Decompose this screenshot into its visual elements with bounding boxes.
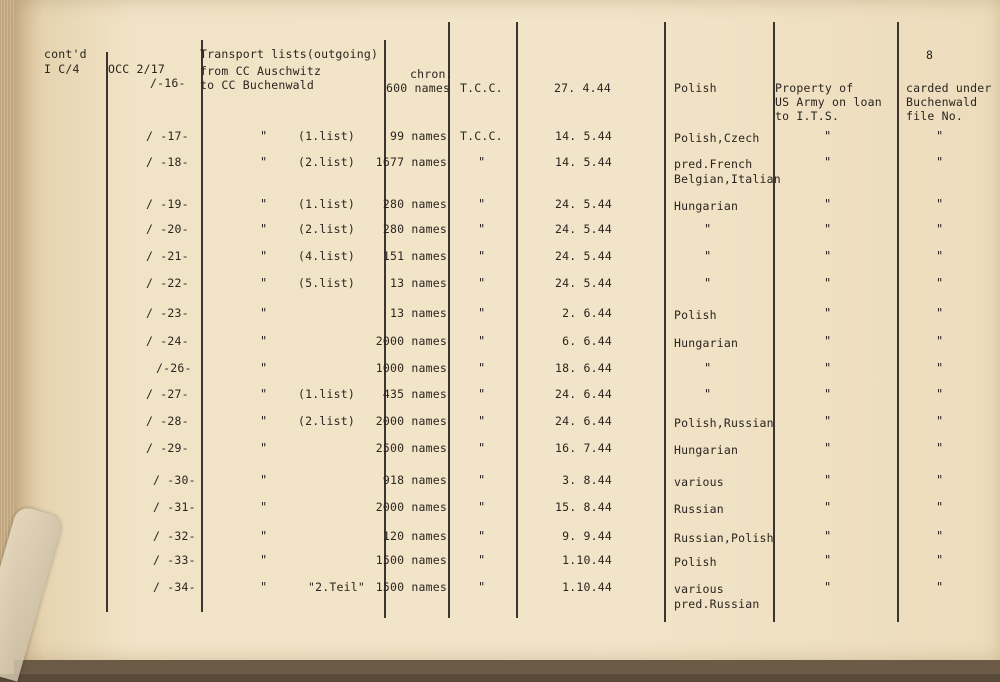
row-sub-number: / -17-	[146, 129, 189, 143]
page-number: 8	[926, 48, 934, 62]
ditto-mark: "	[260, 500, 268, 514]
row-tcc: "	[478, 276, 486, 290]
row-count: 2500 names	[375, 441, 447, 455]
row-nationality: Polish,Russian	[674, 416, 774, 430]
row-nationality: Polish	[674, 81, 717, 95]
ditto-mark: "	[936, 414, 944, 428]
row-date: 27. 4.44	[554, 81, 611, 95]
row-date: 15. 8.44	[555, 500, 612, 514]
ditto-mark: "	[936, 276, 944, 290]
row-nationality: "	[704, 361, 712, 375]
row-tcc: "	[478, 155, 486, 169]
ditto-mark: "	[260, 129, 268, 143]
row-count: 1500 names	[375, 553, 447, 567]
row-date: 3. 8.44	[562, 473, 612, 487]
ditto-mark: "	[936, 473, 944, 487]
ditto-mark: "	[936, 129, 944, 143]
ditto-mark: "	[824, 414, 832, 428]
cont-label: cont'd	[44, 47, 87, 61]
carded-line-3: file No.	[906, 109, 963, 123]
row-tcc: "	[478, 197, 486, 211]
ledger-page	[14, 0, 1000, 660]
ditto-mark: "	[936, 441, 944, 455]
column-rule	[201, 40, 203, 612]
row-nationality: "	[704, 222, 712, 236]
occ-number: OCC 2/17	[108, 62, 165, 76]
ditto-mark: "	[824, 500, 832, 514]
row-count: 151 names	[382, 249, 447, 263]
ditto-mark: "	[824, 222, 832, 236]
row-sub-number: / -30-	[153, 473, 196, 487]
row-list-label: (2.list)	[298, 222, 355, 236]
ditto-mark: "	[824, 529, 832, 543]
row-tcc: "	[478, 222, 486, 236]
row-nationality: Hungarian	[674, 199, 739, 213]
row-sub-number: / -21-	[146, 249, 189, 263]
row-tcc: "	[478, 553, 486, 567]
row-nationality: "	[704, 249, 712, 263]
row-sub-number: / -28-	[146, 414, 189, 428]
row-list-label: (1.list)	[298, 129, 355, 143]
row-nationality: Hungarian	[674, 336, 739, 350]
column-rule	[516, 22, 518, 618]
ditto-mark: "	[936, 197, 944, 211]
row-list-label: "2.Teil"	[308, 580, 365, 594]
row-list-label: (2.list)	[298, 155, 355, 169]
row-date: 24. 5.44	[555, 276, 612, 290]
ditto-mark: "	[824, 249, 832, 263]
row-tcc: "	[478, 306, 486, 320]
row-tcc: "	[478, 334, 486, 348]
ditto-mark: "	[936, 306, 944, 320]
column-rule	[664, 22, 666, 622]
row-sub-number: / -27-	[146, 387, 189, 401]
row-nationality: Polish	[674, 555, 717, 569]
ditto-mark: "	[260, 155, 268, 169]
row-nationality: Polish,Czech	[674, 131, 760, 145]
row-sub-number: / -22-	[146, 276, 189, 290]
ditto-mark: "	[824, 155, 832, 169]
chron-label: chron.	[410, 67, 453, 81]
ditto-mark: "	[824, 361, 832, 375]
row-sub-number: / -34-	[153, 580, 196, 594]
row-date: 24. 6.44	[555, 387, 612, 401]
ditto-mark: "	[824, 473, 832, 487]
ditto-mark: "	[936, 500, 944, 514]
row-date: 24. 5.44	[555, 197, 612, 211]
row-tcc: T.C.C.	[460, 129, 503, 143]
row-sub-number: / -33-	[153, 553, 196, 567]
row-date: 9. 9.44	[562, 529, 612, 543]
column-rule	[448, 22, 450, 618]
row-count: 1000 names	[375, 361, 447, 375]
row-count: 435 names	[382, 387, 447, 401]
ditto-mark: "	[260, 361, 268, 375]
row-count: 918 names	[382, 473, 447, 487]
row-list-label: (2.list)	[298, 414, 355, 428]
row-count: 99 names	[390, 129, 447, 143]
ditto-mark: "	[824, 306, 832, 320]
row-count: 2000 names	[375, 414, 447, 428]
row-nationality: Polish	[674, 308, 717, 322]
row-count: 2000 names	[375, 500, 447, 514]
ditto-mark: "	[260, 387, 268, 401]
row-tcc: "	[478, 580, 486, 594]
row-nationality: "	[704, 276, 712, 290]
row-tcc: "	[478, 249, 486, 263]
row-tcc: T.C.C.	[460, 81, 503, 95]
ditto-mark: "	[260, 222, 268, 236]
row-count: 13 names	[390, 276, 447, 290]
row-sub-number: / -19-	[146, 197, 189, 211]
row-list-label: (4.list)	[298, 249, 355, 263]
ditto-mark: "	[260, 197, 268, 211]
ditto-mark: "	[824, 129, 832, 143]
carded-line-2: Buchenwald	[906, 95, 978, 109]
reference-code: I C/4	[44, 62, 80, 76]
title-line-3: to CC Buchenwald	[200, 78, 314, 92]
ditto-mark: "	[824, 334, 832, 348]
ditto-mark: "	[936, 361, 944, 375]
ditto-mark: "	[824, 580, 832, 594]
ditto-mark: "	[936, 249, 944, 263]
row-date: 6. 6.44	[562, 334, 612, 348]
row-nationality: pred.French	[674, 157, 753, 171]
row-sub-number: / -18-	[146, 155, 189, 169]
row-nationality-2: Belgian,Italian	[674, 172, 781, 186]
row-sub-number: / -29-	[146, 441, 189, 455]
row-date: 24. 6.44	[555, 414, 612, 428]
property-line-1: Property of	[775, 81, 854, 95]
row-nationality: Hungarian	[674, 443, 739, 457]
ditto-mark: "	[936, 387, 944, 401]
ditto-mark: "	[936, 580, 944, 594]
row-count: 280 names	[382, 222, 447, 236]
row-nationality: various	[674, 582, 724, 596]
row-list-label: (5.list)	[298, 276, 355, 290]
row-date: 24. 5.44	[555, 249, 612, 263]
carded-line-1: carded under	[906, 81, 992, 95]
row-list-label: (1.list)	[298, 387, 355, 401]
row-tcc: "	[478, 441, 486, 455]
row-count: 2000 names	[375, 334, 447, 348]
title-line-2: from CC Auschwitz	[200, 64, 322, 78]
row-date: 14. 5.44	[555, 129, 612, 143]
row-date: 24. 5.44	[555, 222, 612, 236]
ditto-mark: "	[936, 155, 944, 169]
ditto-mark: "	[260, 414, 268, 428]
ditto-mark: "	[824, 276, 832, 290]
row-date: 2. 6.44	[562, 306, 612, 320]
ditto-mark: "	[260, 249, 268, 263]
ditto-mark: "	[260, 276, 268, 290]
ditto-mark: "	[260, 529, 268, 543]
row-sub-number: / -20-	[146, 222, 189, 236]
row-count: 1677 names	[375, 155, 447, 169]
row-tcc: "	[478, 414, 486, 428]
ditto-mark: "	[936, 334, 944, 348]
ditto-mark: "	[260, 306, 268, 320]
ditto-mark: "	[824, 553, 832, 567]
ditto-mark: "	[260, 553, 268, 567]
row-date: 18. 6.44	[555, 361, 612, 375]
column-rule	[106, 52, 108, 612]
row-tcc: "	[478, 473, 486, 487]
ditto-mark: "	[260, 473, 268, 487]
row-list-label: (1.list)	[298, 197, 355, 211]
row-count: 1500 names	[375, 580, 447, 594]
row-nationality-2: pred.Russian	[674, 597, 760, 611]
ditto-mark: "	[260, 334, 268, 348]
ditto-mark: "	[936, 553, 944, 567]
property-line-3: to I.T.S.	[775, 109, 840, 123]
row-sub-number: /-16-	[150, 76, 186, 90]
ditto-mark: "	[936, 222, 944, 236]
row-tcc: "	[478, 500, 486, 514]
row-count: 280 names	[382, 197, 447, 211]
row-sub-number: / -31-	[153, 500, 196, 514]
row-date: 1.10.44	[562, 580, 612, 594]
book-bottom-edge	[14, 660, 1000, 674]
row-sub-number: /-26-	[156, 361, 192, 375]
row-count: 120 names	[382, 529, 447, 543]
row-tcc: "	[478, 361, 486, 375]
ditto-mark: "	[824, 197, 832, 211]
title-line-1: Transport lists(outgoing)	[200, 47, 379, 61]
row-nationality: Russian	[674, 502, 724, 516]
column-rule	[897, 22, 899, 622]
row-count: 600 names	[386, 81, 451, 95]
ditto-mark: "	[824, 441, 832, 455]
row-count: 13 names	[390, 306, 447, 320]
row-date: 1.10.44	[562, 553, 612, 567]
row-date: 14. 5.44	[555, 155, 612, 169]
row-nationality: Russian,Polish	[674, 531, 774, 545]
row-tcc: "	[478, 529, 486, 543]
row-date: 16. 7.44	[555, 441, 612, 455]
row-nationality: "	[704, 387, 712, 401]
property-line-2: US Army on loan	[775, 95, 882, 109]
ditto-mark: "	[260, 441, 268, 455]
row-sub-number: / -32-	[153, 529, 196, 543]
ditto-mark: "	[824, 387, 832, 401]
ditto-mark: "	[260, 580, 268, 594]
ditto-mark: "	[936, 529, 944, 543]
row-sub-number: / -23-	[146, 306, 189, 320]
row-sub-number: / -24-	[146, 334, 189, 348]
row-tcc: "	[478, 387, 486, 401]
row-nationality: various	[674, 475, 724, 489]
